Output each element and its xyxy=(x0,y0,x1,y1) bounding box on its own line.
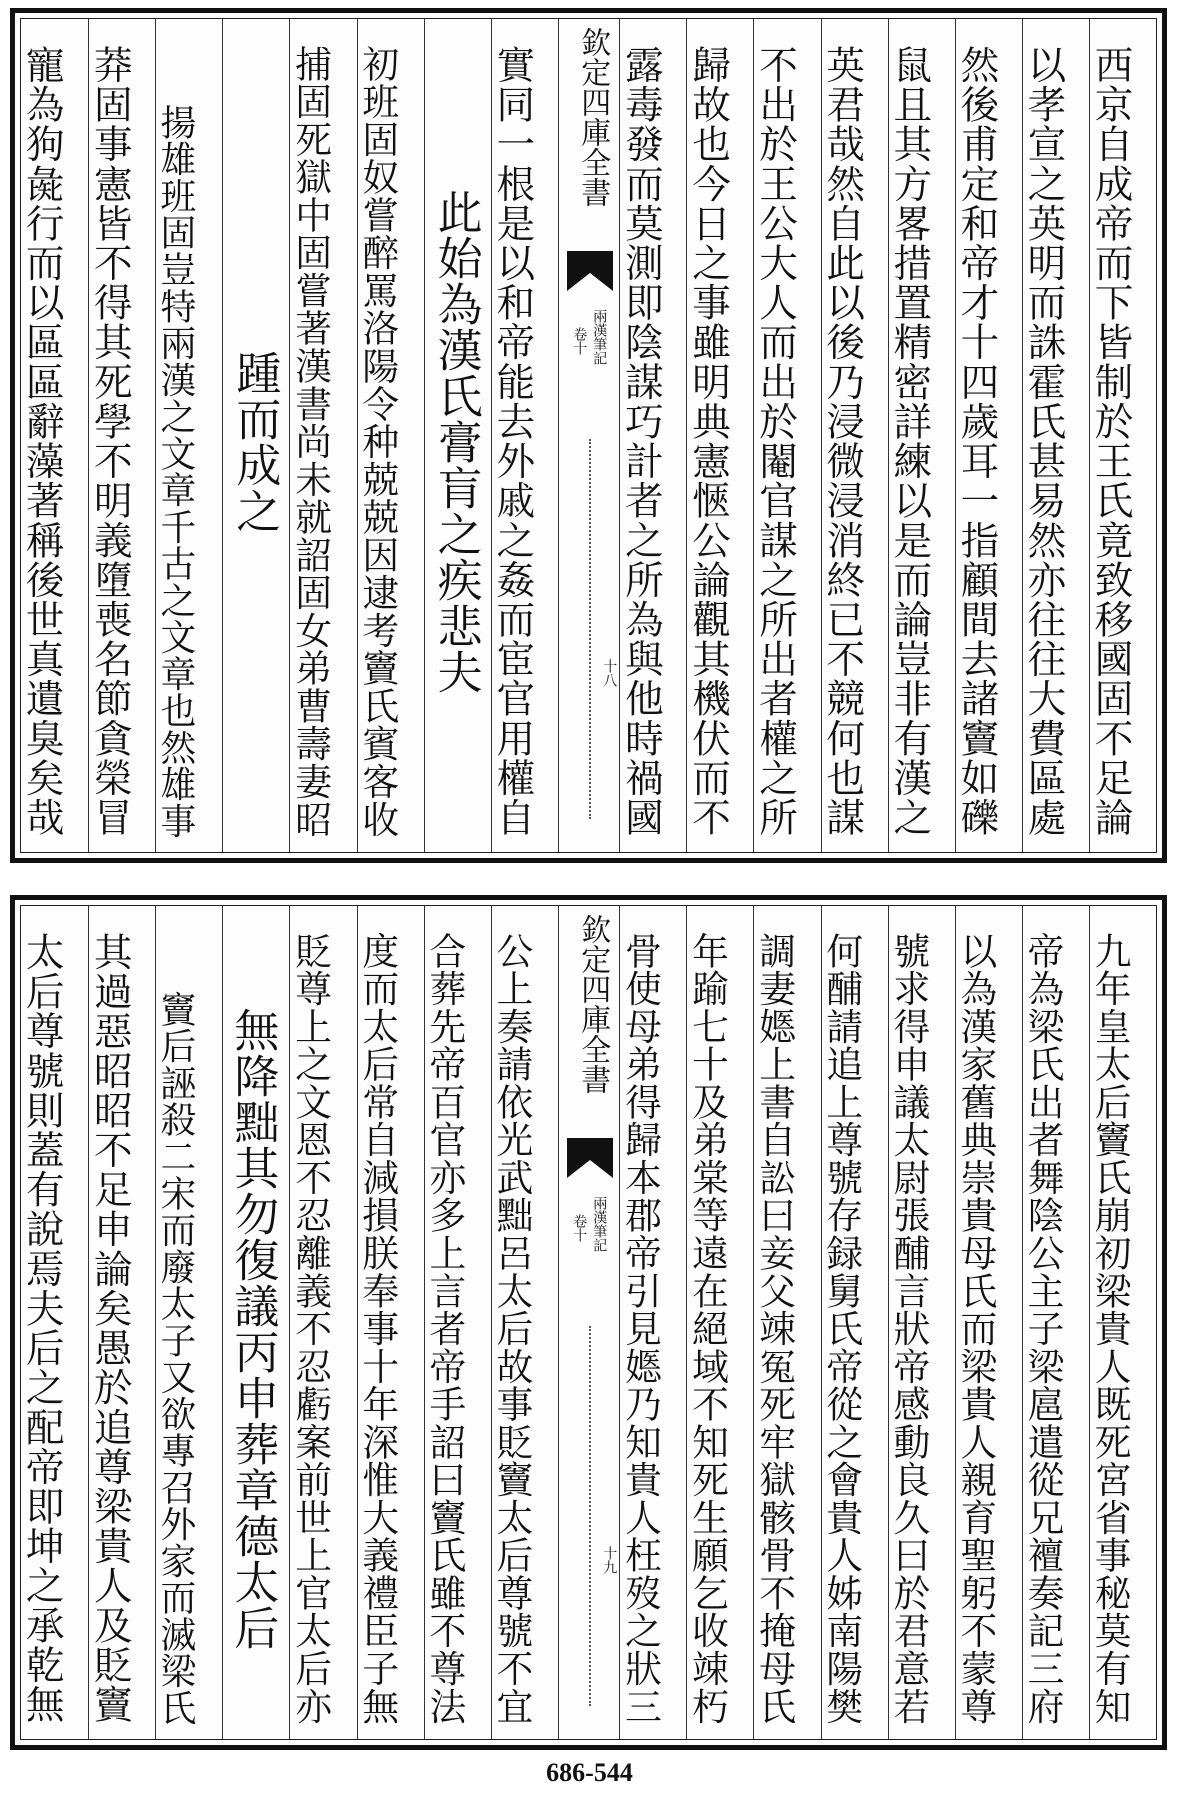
volume-label: 卷十 xyxy=(571,327,588,355)
column-text: 號求得申議太尉張酺言狀帝感動良久曰於君意若 xyxy=(887,931,931,1726)
column-text: 莽固事憲皆不得其死學不明義墮喪名節貪榮冒 xyxy=(87,45,133,838)
dotted-rule xyxy=(589,1326,591,1706)
column-text: 公上奏請依光武黜呂太后故事貶竇太后尊號不宜 xyxy=(490,931,534,1726)
text-column xyxy=(955,19,1022,852)
page-number: 686-544 xyxy=(546,1758,633,1787)
text-column xyxy=(21,906,88,1739)
header-title: 欽定四庫全書 xyxy=(575,914,611,1094)
text-column xyxy=(491,906,558,1739)
column-text: 度而太后常自減損朕奉事十年深惟大義禮臣子無 xyxy=(356,931,400,1726)
text-column xyxy=(424,906,491,1739)
text-column xyxy=(155,906,222,1739)
text-column xyxy=(155,19,222,852)
fold-header-column xyxy=(558,19,619,852)
column-text: 以為漢家舊典崇貴母氏而梁貴人親育聖躬不蒙尊 xyxy=(954,931,998,1726)
text-column xyxy=(821,19,888,852)
fishtail-mark-icon xyxy=(567,251,613,291)
text-column xyxy=(888,906,955,1739)
column-text: 合葬先帝百官亦多上言者帝手詔曰竇氏雖不尊法 xyxy=(423,931,467,1726)
column-text: 不出於王公大人而出於閹官謀之所出者權之所 xyxy=(753,45,799,838)
column-text: 年踰七十及弟棠等遠在絕域不知死生願乞收竦朽 xyxy=(686,931,730,1726)
column-text: 然後甫定和帝才十四歲耳一指顧間去諸竇如礫 xyxy=(954,45,1000,838)
column-text: 以孝宣之英明而誅霍氏甚易然亦往往大費區處 xyxy=(1021,45,1067,838)
text-column xyxy=(821,906,888,1739)
column-text: 揚雄班固豈特兩漢之文章千古之文章也然雄事 xyxy=(154,103,196,840)
column-text: 其過惡昭昭不足申論矣愚於追尊梁貴人及貶竇 xyxy=(87,932,133,1725)
text-column xyxy=(1089,906,1156,1739)
book-title: 兩漢筆記 xyxy=(591,1196,608,1252)
text-column xyxy=(753,19,820,852)
column-text: 捕固死獄中固嘗著漢書尚未就詔固女弟曹壽妻昭 xyxy=(289,44,333,839)
text-column xyxy=(619,19,686,852)
fold-header-column xyxy=(558,906,619,1739)
text-column xyxy=(888,19,955,852)
column-text: 無降黜其勿復議丙申葬章德太后 xyxy=(226,1006,280,1651)
header-title: 欽定四庫全書 xyxy=(575,27,611,207)
text-column xyxy=(619,906,686,1739)
text-column xyxy=(357,19,424,852)
column-text: 此始為漢氏膏肓之疾悲夫 xyxy=(429,188,483,695)
text-column xyxy=(955,906,1022,1739)
page-panel-bottom xyxy=(10,895,1167,1750)
text-column xyxy=(686,19,753,852)
column-text: 鼠且其方畧措置精密詳練以是而論豈非有漢之 xyxy=(887,45,933,838)
text-column xyxy=(357,906,424,1739)
column-text: 帝為梁氏出者舞陰公主子梁扈遣從兄襢奏記三府 xyxy=(1021,931,1065,1726)
column-text: 初班固奴嘗醉罵洛陽令种兢兢因逮考竇氏賓客收 xyxy=(356,44,400,839)
text-column xyxy=(753,906,820,1739)
text-column xyxy=(1022,906,1089,1739)
text-column xyxy=(222,19,289,852)
folio-number: 十八 xyxy=(601,659,618,687)
header-subtitle xyxy=(559,1186,619,1306)
book-title: 兩漢筆記 xyxy=(591,309,608,365)
text-column xyxy=(491,19,558,852)
text-column xyxy=(88,19,155,852)
column-text: 骨使母弟得歸本郡帝引見嫕乃知貴人枉歿之狀三 xyxy=(618,931,662,1726)
column-text: 西京自成帝而下皆制於王氏竟致移國固不足論 xyxy=(1088,45,1134,838)
column-text: 何酺請追上尊號存録舅氏帝從之會貴人姊南陽樊 xyxy=(820,931,864,1726)
column-text: 調妻嫕上書自訟曰妾父竦冤死牢獄骸骨不掩母氏 xyxy=(753,931,797,1726)
text-column xyxy=(686,906,753,1739)
text-column xyxy=(289,906,356,1739)
page-columns-top xyxy=(20,18,1157,853)
column-text: 露毒發而莫測即陰謀巧計者之所為與他時禍國 xyxy=(618,45,664,838)
text-column xyxy=(21,19,88,852)
column-text: 歸故也今日之事雖明典憲愜公論觀其機伏而不 xyxy=(686,45,731,838)
page-panel-top xyxy=(10,8,1167,863)
page-columns-bottom xyxy=(20,905,1157,1740)
text-column xyxy=(1089,19,1156,852)
text-column xyxy=(424,19,491,852)
dotted-rule xyxy=(589,439,591,819)
text-column xyxy=(289,19,356,852)
header-subtitle xyxy=(559,299,619,419)
volume-label: 卷十 xyxy=(571,1214,588,1242)
folio-number: 十九 xyxy=(601,1546,618,1574)
column-text: 英君哉然自此以後乃浸微浸消終已不競何也謀 xyxy=(820,45,866,838)
column-text: 寵為狗彘行而以區區辭藻著稱後世真遺臭矣哉 xyxy=(19,45,65,838)
column-text: 竇后誣殺二宋而廢太子又欲專召外家而滅梁氏 xyxy=(154,990,196,1727)
column-text: 踵而成之 xyxy=(228,349,282,534)
column-text: 太后尊號則蓋有說焉夫后之配帝即坤之承乾無 xyxy=(19,932,65,1725)
text-column xyxy=(1022,19,1089,852)
column-text: 九年皇太后竇氏崩初梁貴人既死宮省事秘莫有知 xyxy=(1088,931,1132,1726)
column-text: 實同一根是以和帝能去外戚之姦而宦官用權自 xyxy=(490,45,536,838)
column-text: 貶尊上之文恩不忍離義不忍虧案前世上官太后亦 xyxy=(289,931,333,1726)
fishtail-mark-icon xyxy=(567,1138,613,1178)
text-column xyxy=(88,906,155,1739)
text-column xyxy=(222,906,289,1739)
